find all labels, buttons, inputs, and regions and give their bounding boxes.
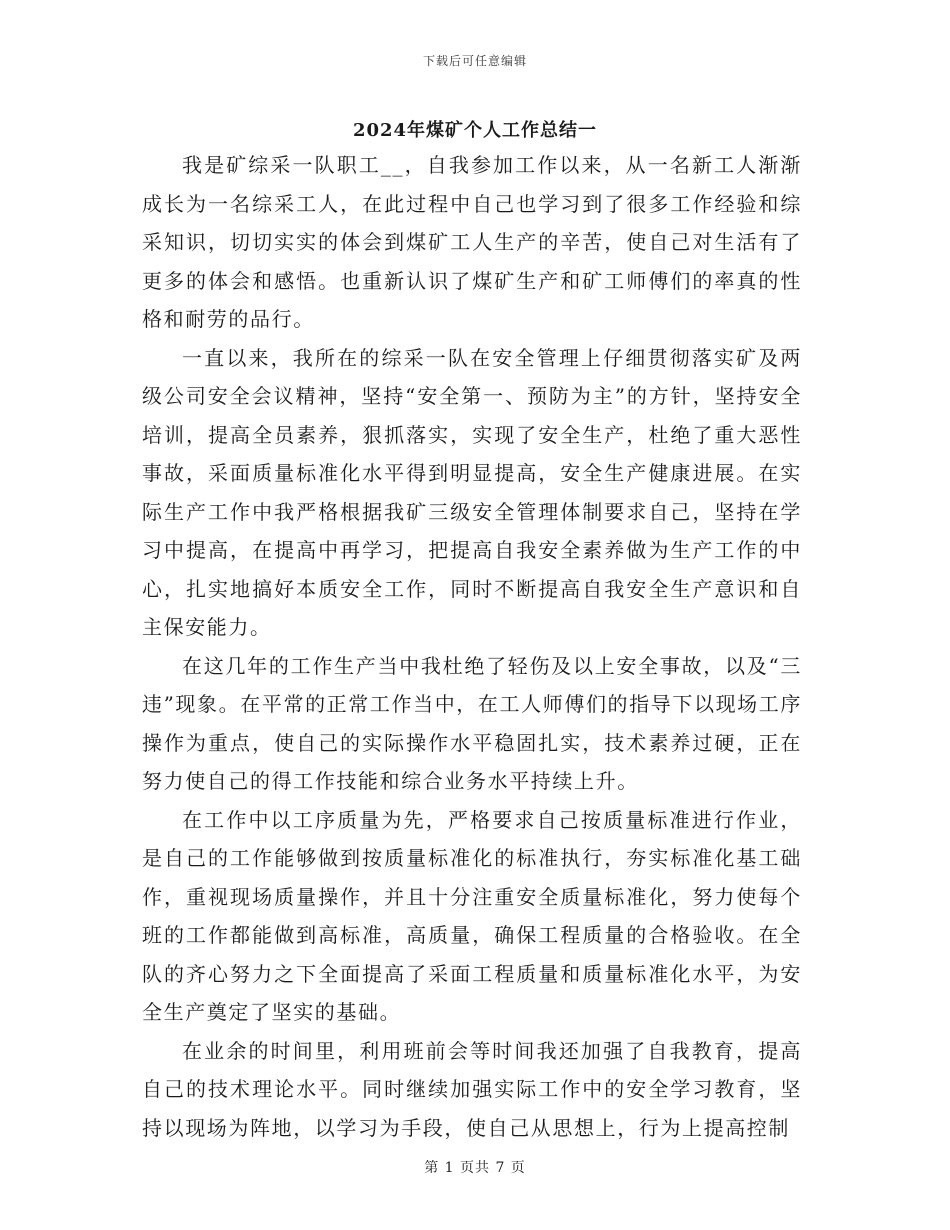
paragraph-2: 一直以来，我所在的综采一队在安全管理上仔细贯彻落实矿及两级公司安全会议精神，坚持“安全第一、预防为主”的方针，坚持安全培训，提高全员素养，狠抓落实，实现了安全生产，杜绝了重大恶性事故，采面质量标准化水平得到明显提高，安全生产健康进展。在实际生产工作中我严格根据我矿三级安全管理体制要求自己，坚持在学习中提高，在提高中再学习，把提高自我安全素养做为生产工作的中心，扎实地搞好本质安全工作，同时不断提高自我安全生产意识和自主保安能力。: [142, 345, 802, 639]
paragraph-5: 在业余的时间里，利用班前会等时间我还加强了自我教育，提高自己的技术理论水平。同时继续加强实际工作中的安全学习教育，坚持以现场为阵地，以学习为手段，使自己从思想上，行为上提高控制: [142, 1038, 802, 1140]
paragraph-3: 在这几年的工作生产当中我杜绝了轻伤及以上安全事故，以及“三违”现象。在平常的正常工作当中，在工人师傅们的指导下以现场工序操作为重点，使自己的实际操作水平稳固扎实，技术素养过硬，正在努力使自己的得工作技能和综合业务水平持续上升。: [142, 653, 802, 793]
document-body: [142, 146, 802, 1147]
page-number: 第 1 页共 7 页: [424, 1160, 526, 1176]
paragraph-4: 在工作中以工序质量为先，严格要求自己按质量标准进行作业，是自己的工作能够做到按质量标准化的标准执行，夯实标准化基工础作，重视现场质量操作，并且十分注重安全质量标准化，努力使每个班的工作都能做到高标准，高质量，确保工程质量的合格验收。在全队的齐心努力之下全面提高了采面工程质量和质量标准化水平，为安全生产奠定了坚实的基础。: [142, 807, 802, 1024]
header-note: 下载后可任意编辑: [422, 54, 527, 68]
document-title: 2024年煤矿个人工作总结一: [352, 120, 598, 141]
paragraph-1: 我是矿综采一队职工__，自我参加工作以来，从一名新工人渐渐成长为一名综采工人，在此过程中自己也学习到了很多工作经验和综采知识，切切实实的体会到煤矿工人生产的辛苦，使自己对生活有了更多的体会和感悟。也重新认识了煤矿生产和矿工师傅们的率真的性格和耐劳的品行。: [142, 153, 802, 331]
